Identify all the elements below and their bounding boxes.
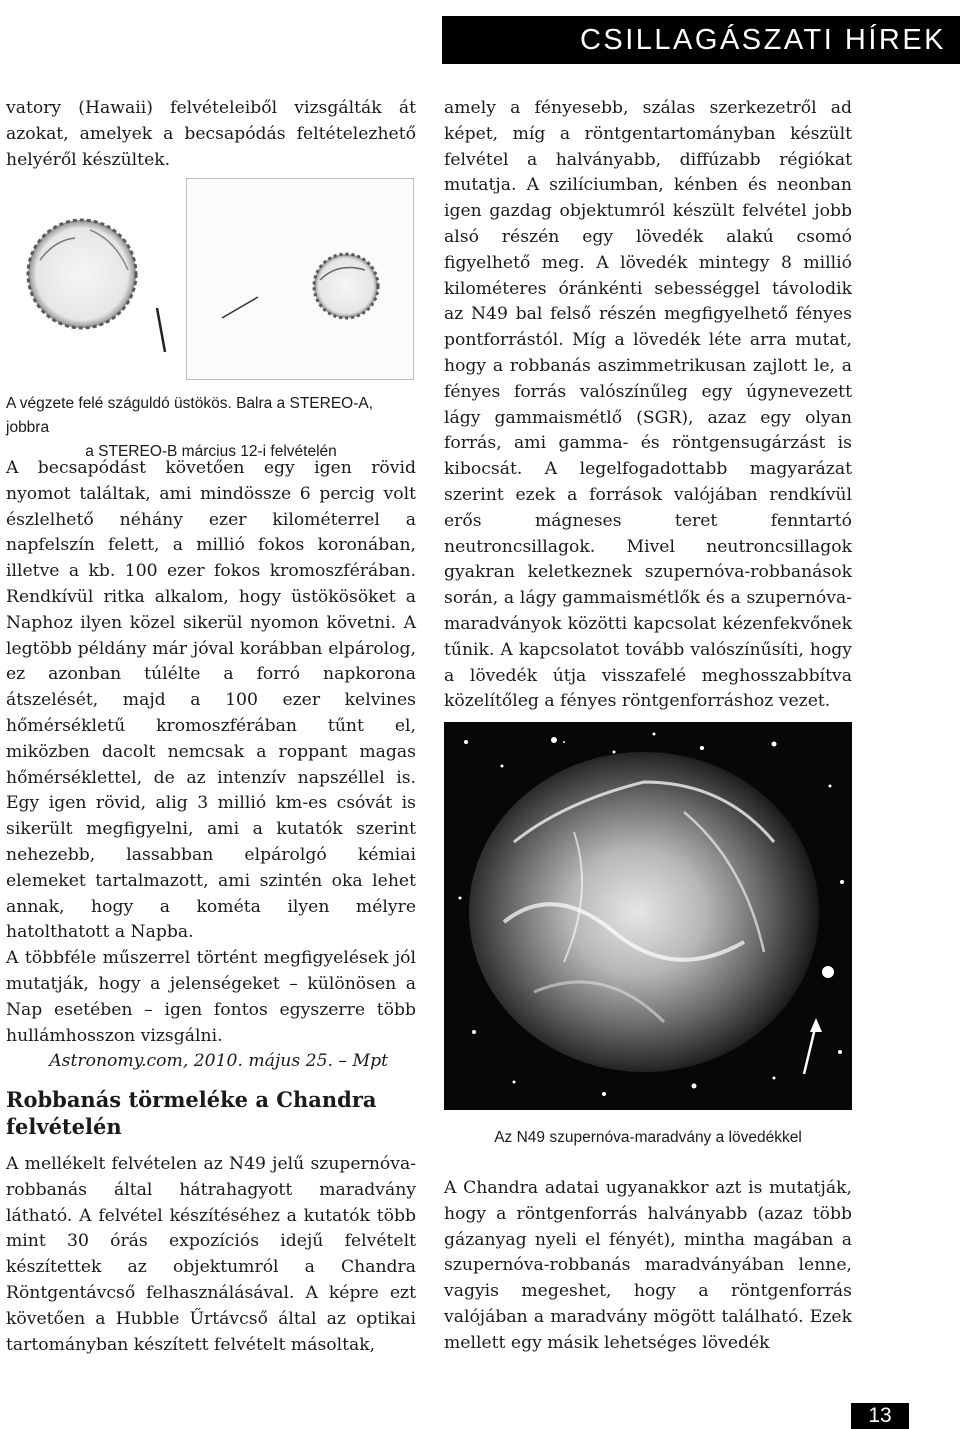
article-comet-paragraph-1: A becsapódást követően egy igen rövid nyomot találtak, ami mindössze 6 percig volt észlelhető néhány ezer kilométerrel a napfelszín felett, a millió fokos koronában, illetve a kb. 100 ezer fokos kromoszférában. Rendkívül ritka alkalom, hogy üstökösöket a Naphoz ilyen közel sikerül nyomon követni. A legtöbb példány már jóval korábban elpárolog, ez azonban túlélte a forró napkorona átszelését, majd a 100 ezer kelvines hőmérsékletű kromoszférában tűnt el, miközben dacolt nemcsak a roppant magas hőmérséklettel, de az intenzív napszéllel is. Egy igen rövid, alig 3 millió km-es csóvát is sikerült megfigyelni, ami a kutatók szerint nehezebb, lassabban elpárolgó kémiai elemeket tartalmazott, ami szintén oka lehet annak, hogy a kométa ilyen mélyre hatolthatott a Napba. bbox=[6, 458, 416, 943]
article-comet-body bbox=[6, 456, 416, 1075]
comet-disks bbox=[20, 200, 420, 380]
comet-caption-line1: A végzete felé száguldó üstökös. Balra a STEREO-A, jobbra bbox=[6, 395, 374, 436]
right-column-paragraph: amely a fényesebb, szálas szerkezetről ad képet, míg a röntgentartományban készült felvétel a halványabb, diffúzabb régiókat mutatja. A szilíciumban, kénben és neonban igen gazdag objektumról készült felvétel jobb alsó részén egy lövedék alakú csomó figyelhető meg. A lövedék mintegy 8 millió kilométeres óránkénti sebességgel távolodik az N49 bal felső részén megfigyelhető fényes pontforrástól. Míg a lövedék léte arra mutat, hogy a robbanás aszimmetrikusan zajlott le, a fényes forrás valószínűleg egy úgynevezett lágy gammaismétlő (SGR), azaz egy olyan forrás, ami gamma- és röntgensugárzást is kibocsát. A legelfogadottabb magyarázat szerint ezek a források valójában rendkívül erős mágneses teret fenntartó neutroncsillagok. Mivel neutroncsillagok gyakran keletkeznek szupernóva-robbanások során, a lágy gammaismétlők és a szupernóva-maradványok közötti kapcsolat kézenfekvőnek tűnik. A kapcsolatot tovább valószínűsíti, hogy a lövedék útja visszafelé meghosszabbítva közelítőleg a fényes röntgenforráshoz vezet. bbox=[444, 98, 852, 712]
comet-caption-line2: a STEREO-B március 12-i felvételén bbox=[85, 443, 337, 460]
article-chandra-paragraph-1: A mellékelt felvételen az N49 jelű szupernóva-robbanás által hátrahagyott maradvány látható. A felvétel készítéséhez a kutatók több mint 30 órás expozíciós idejű felvételt készítettek az objektumról a Chandra Röntgentávcső felhasználásával. A képre ezt követően a Hubble Űrtávcső által az optikai tartományban készített felvételt másoltak, bbox=[6, 1154, 416, 1355]
nebula-graphic bbox=[444, 722, 852, 1110]
section-title: CSILLAGÁSZATI HÍREK bbox=[579, 23, 946, 56]
n49-nebula-image bbox=[444, 722, 852, 1110]
right-column-text bbox=[444, 96, 852, 715]
right-bottom-paragraph: A Chandra adatai ugyanakkor azt is mutatják, hogy a röntgenforrás halványabb (azaz több gázanyag nyeli el fényét), mintha magában a szupernóva-robbanás maradványában lenne, vagyis megeshet, hogy a röntgenforrás valójában a maradvány mögött található. Ezek mellett egy másik lehetséges lövedék bbox=[444, 1178, 852, 1353]
left-column-intro bbox=[6, 96, 416, 173]
right-column-bottom-text bbox=[444, 1176, 852, 1357]
article-comet-paragraph-2: A többféle műszerrel történt megfigyelések jól mutatják, hogy a jelenségeket – különösen a Nap esetében – igen fontos egyszerre több hullámhosszon vizsgálni. bbox=[6, 948, 416, 1046]
page-number: 13 bbox=[851, 1403, 909, 1429]
article-comet-source: Astronomy.com, 2010. május 25. – Mpt bbox=[49, 1051, 388, 1072]
article-chandra-body bbox=[6, 1152, 416, 1358]
article-chandra-title: Robbanás törmeléke a Chandra felvételén bbox=[6, 1087, 377, 1139]
nebula-caption: Az N49 szupernóva-maradvány a lövedékkel bbox=[494, 1129, 802, 1146]
section-header bbox=[442, 16, 960, 64]
comet-figure-caption bbox=[6, 392, 416, 464]
intro-paragraph: vatory (Hawaii) felvételeiből vizsgálták át azokat, amelyek a becsapódás feltételezhető helyéről készültek. bbox=[6, 98, 416, 170]
